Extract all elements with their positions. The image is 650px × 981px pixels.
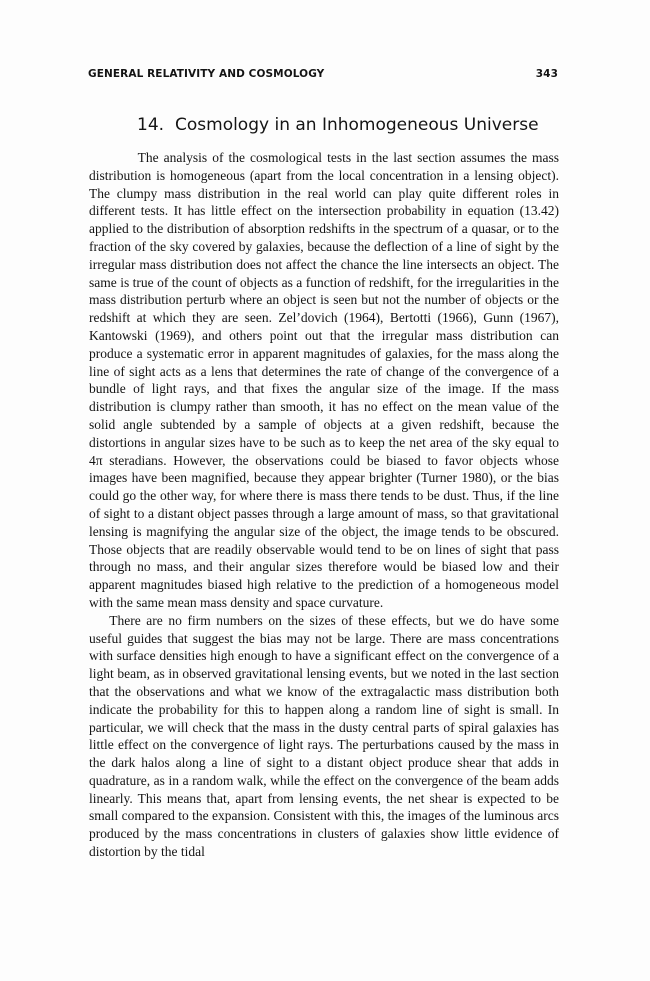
section-heading (137, 115, 557, 135)
paragraph-1: The analysis of the cosmological tests in the last section assumes the mass distribution is homogeneous (apart from the local concentration in a lensing object). The clumpy mass distribution in the real world can play quite different roles in different tests. It has little effect on the intersection probability in equation (13.42) applied to the distribution of absorption redshifts in the spectrum of a quasar, or to the fraction of the sky covered by galaxies, because the deflection of a line of sight by the irregular mass distribution does not affect the chance the line intersects an object. The same is true of the count of objects as a function of redshift, for the irregularities in the mass distribution perturb where an object is seen but not the number of objects or the redshift at which they are seen. Zel’dovich (1964), Bertotti (1966), Gunn (1967), Kantowski (1969), and others point out that the irregular mass distribution can produce a systematic error in apparent magnitudes of galaxies, for the mass along the line of sight acts as a lens that determines the rate of change of the convergence of a bundle of light rays, and that fixes the angular size of the image. If the mass distribution is clumpy rather than smooth, it has no effect on the mean value of the solid angle subtended by a sample of objects at a given redshift, because the distortions in angular sizes have to be such as to keep the net area of the sky equal to 4π steradians. However, the observations could be biased to favor objects whose images have been magnified, because they appear brighter (Turner 1980), or the bias could go the other way, for where there is mass there tends to be dust. Thus, if the line of sight to a distant object passes through a large amount of mass, so that gravitational lensing is magnifying the angular size of the object, the image tends to be obscured. Those objects that are readily observable would tend to be on lines of sight that pass through no mass, and their angular sizes therefore would be biased low and their apparent magnitudes biased high relative to the prediction of a homogeneous model with the same mean mass density and space curvature. (89, 150, 559, 610)
paragraph-2: There are no firm numbers on the sizes of these effects, but we do have some useful guides that suggest the bias may not be large. There are mass concentrations with surface densities high enough to have a significant effect on the convergence of a light beam, as in observed gravitational lensing events, but we noted in the last section that the observations and what we know of the extragalactic mass distribution both indicate the probability for this to happen along a random line of sight is small. In particular, we will check that the mass in the dusty central parts of spiral galaxies has little effect on the convergence of light rays. The perturbations caused by the mass in the dark halos along a line of sight to a distant object produce shear that adds in quadrature, as in a random walk, while the effect on the convergence of the beam adds linearly. This means that, apart from lensing events, the net shear is expected to be small compared to the expansion. Consistent with this, the images of the luminous arcs produced by the mass concentrations in clusters of galaxies show little evidence of distortion by the tidal (89, 612, 559, 860)
section-title: Cosmology in an Inhomogeneous Universe (175, 115, 539, 135)
body-text (89, 149, 559, 861)
running-head (88, 68, 558, 84)
section-number: 14. (137, 115, 165, 135)
page-number: 343 (535, 68, 558, 80)
running-head-title: GENERAL RELATIVITY AND COSMOLOGY (88, 68, 325, 80)
